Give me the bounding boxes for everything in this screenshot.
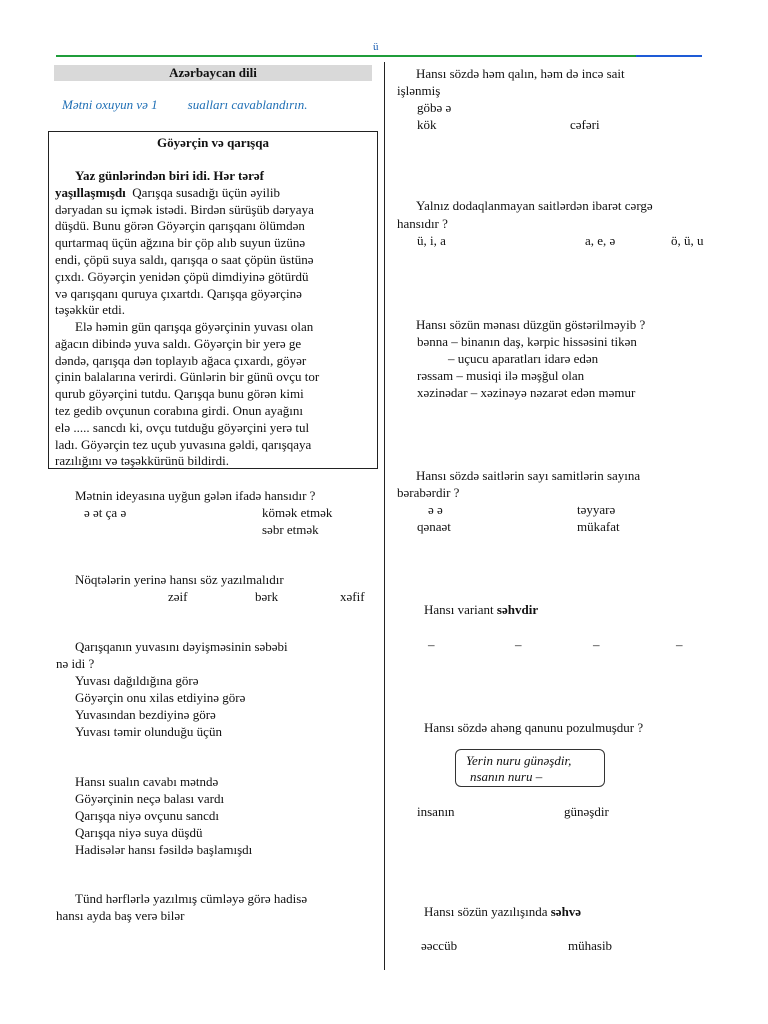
question-6-option[interactable]: kök — [417, 117, 437, 132]
header-rule-blue — [636, 55, 702, 57]
story-title: Göyərçin və qarışqa — [157, 135, 269, 150]
question-7-option[interactable]: a, e, ə — [585, 233, 616, 248]
question-3-option[interactable]: Yuvasından bezdiyinə görə — [75, 707, 216, 722]
story-line: elə ..... sancdı ki, ovçu tutduğu göyərçini yerə tul — [55, 419, 310, 435]
question-9-text: Hansı sözdə saitlərin sayı samitlərin sayına — [416, 468, 641, 483]
question-5-text-cont: hansı ayda baş verə bilər — [56, 908, 185, 923]
story-bold-line-1: Yaz günlərindən biri idi. Hər tərəf — [75, 168, 264, 183]
question-9-option-d[interactable]: mükafat — [577, 519, 620, 534]
question-7-text: Yalnız dodaqlanmayan saitlərdən ibarət cərgə — [416, 198, 653, 213]
question-1-text: Mətnin ideyasına uyğun gələn ifadə hansıdır ? — [75, 488, 316, 503]
question-9-option-b[interactable]: təyyarə — [577, 502, 616, 517]
question-4-option[interactable]: Göyərçinin neçə balası vardı — [75, 791, 225, 806]
question-7-option[interactable]: ü, i, a — [417, 233, 446, 248]
quote-line-1: Yerin nuru günəşdir, — [466, 753, 572, 768]
question-8-option[interactable]: xəzinədar – xəzinəyə nəzarət edən məmur — [417, 385, 636, 400]
story-paragraph-2 — [55, 319, 373, 470]
story-line: Qarışqa susadığı üçün əyilib — [132, 184, 280, 200]
question-2-option[interactable]: zəif — [168, 589, 188, 604]
question-6-text-cont: işlənmiş — [397, 83, 441, 98]
question-1-option-b[interactable]: kömək etmək — [262, 505, 333, 520]
question-6-option[interactable]: cəfəri — [570, 117, 600, 132]
question-3-option[interactable]: Yuvası dağıldığına görə — [75, 673, 199, 688]
story-line: ağacın dibində yuva saldı. Göyərçin bir yerə ge — [55, 335, 302, 351]
quote-line-2: nsanın nuru – — [470, 769, 543, 784]
story-box — [48, 131, 378, 469]
story-line: təşəkkür etdi. — [55, 302, 126, 318]
question-5-text: Tünd hərflərlə yazılmış cümləyə görə hadisə — [75, 891, 308, 906]
question-9-text-cont: bərabərdir ? — [397, 485, 460, 500]
question-9-option-a[interactable]: ə ə — [428, 502, 443, 517]
instruction-right: sualları cavablandırın. — [187, 97, 308, 112]
question-7-text-cont: hansıdır ? — [397, 216, 448, 231]
question-12-option[interactable]: əəccüb — [421, 938, 458, 953]
question-4-text: Hansı sualın cavabı mətndə — [75, 774, 219, 789]
question-10-option[interactable]: – — [515, 637, 522, 652]
question-3-text: Qarışqanın yuvasını dəyişməsinin səbəbi — [75, 639, 288, 654]
question-3-text-cont: nə idi ? — [56, 656, 95, 671]
question-12-text-bold: səhvə — [550, 904, 582, 919]
story-line: ladı. Göyərçin tez uçub yuvasına gəldi, qarışqaya — [55, 436, 312, 452]
header-rule-green — [56, 55, 636, 57]
question-8-option[interactable]: – uçucu aparatları idarə edən — [448, 351, 599, 366]
question-12-text-plain: Hansı sözün yazılışında — [424, 904, 551, 919]
question-4-option[interactable]: Qarışqa niyə ovçunu sancdı — [75, 808, 220, 823]
question-1-option-a[interactable]: ə ət ça ə — [84, 505, 127, 520]
story-bold-line-2: yaşıllaşmışdı — [55, 184, 126, 200]
question-11-text: Hansı sözdə ahəng qanunu pozulmuşdur ? — [424, 720, 644, 735]
question-6-option[interactable]: göbə ə — [417, 100, 452, 115]
column-divider — [384, 62, 385, 970]
question-8-option[interactable]: bənna – binanın daş, kərpic hissəsini tikən — [417, 334, 637, 349]
question-4-option[interactable]: Qarışqa niyə suya düşdü — [75, 825, 203, 840]
story-line: qurub göyərçini tutdu. Qarışqa bunu görən kimi — [55, 386, 304, 402]
instruction-left: Mətni oxuyun və 1 — [62, 97, 158, 112]
question-11-option[interactable]: günəşdir — [564, 804, 609, 819]
question-9-option-c[interactable]: qənaət — [417, 519, 451, 534]
question-12-text — [424, 904, 581, 920]
question-12-option[interactable]: mühasib — [568, 938, 613, 953]
story-line: düşdü. Bunu görən Göyərçin qarışqanı ölümdən — [55, 218, 305, 234]
quote-box — [455, 749, 605, 787]
question-2-option[interactable]: xəfif — [340, 589, 365, 604]
question-10-text-bold: səhvdir — [496, 602, 539, 617]
story-line: dəryadan su içmək istədi. Birdən sürüşüb dəryaya — [55, 201, 314, 217]
question-8-text: Hansı sözün mənası düzgün göstərilməyib ? — [416, 317, 646, 332]
question-8-option[interactable]: rəssam – musiqi ilə məşğul olan — [417, 368, 585, 383]
question-11-option[interactable]: insanın — [417, 804, 455, 819]
question-10-option[interactable]: – — [593, 637, 600, 652]
story-line: razılığını və təşəkkürünü bildirdi. — [55, 453, 230, 469]
story-line: Elə həmin gün qarışqa göyərçinin yuvası olan — [75, 319, 314, 334]
question-3-option[interactable]: Göyərçin onu xilas etdiyinə görə — [75, 690, 246, 705]
question-7-option[interactable]: ö, ü, u — [671, 233, 704, 248]
story-line: çıxdı. Göyərçin yenidən çöpü dimdiyinə götürdü — [55, 268, 309, 284]
story-line: tez gedib ovçunun corabına girdi. Onun ayağını — [55, 402, 304, 418]
question-10-option[interactable]: – — [676, 637, 683, 652]
story-line: dəndə, qarışqa dən toplayıb ağaca çıxardı, göyər — [55, 352, 307, 368]
story-paragraph-1 — [55, 168, 373, 319]
subject-title: Azərbaycan dili — [54, 65, 372, 81]
question-2-text: Nöqtələrin yerinə hansı söz yazılmalıdır — [75, 572, 284, 587]
story-line: çinin balalarına verirdi. Günlərin bir günü ovçu tor — [55, 369, 320, 385]
instruction — [62, 97, 308, 113]
story-line: qurtarmaq üçün ağzına bir çöp alıb suyun üzünə — [55, 235, 306, 251]
question-6-text: Hansı sözdə həm qalın, həm də incə sait — [416, 66, 625, 81]
question-4-option[interactable]: Hadisələr hansı fəsildə başlamışdı — [75, 842, 253, 857]
story-line: endi, çöpü suya saldı, qarışqa o saat çöpün üstünə — [55, 251, 314, 267]
question-10-text — [424, 602, 538, 618]
question-3-option[interactable]: Yuvası təmir olunduğu üçün — [75, 724, 222, 739]
question-10-text-plain: Hansı variant — [424, 602, 497, 617]
question-10-option[interactable]: – — [428, 637, 435, 652]
header-mark: ü — [373, 41, 379, 53]
question-2-option[interactable]: bərk — [255, 589, 279, 604]
question-1-option-c[interactable]: səbr etmək — [262, 522, 319, 537]
story-line: və qarışqanı quruya çıxartdı. Qarışqa göyərçinə — [55, 285, 302, 301]
